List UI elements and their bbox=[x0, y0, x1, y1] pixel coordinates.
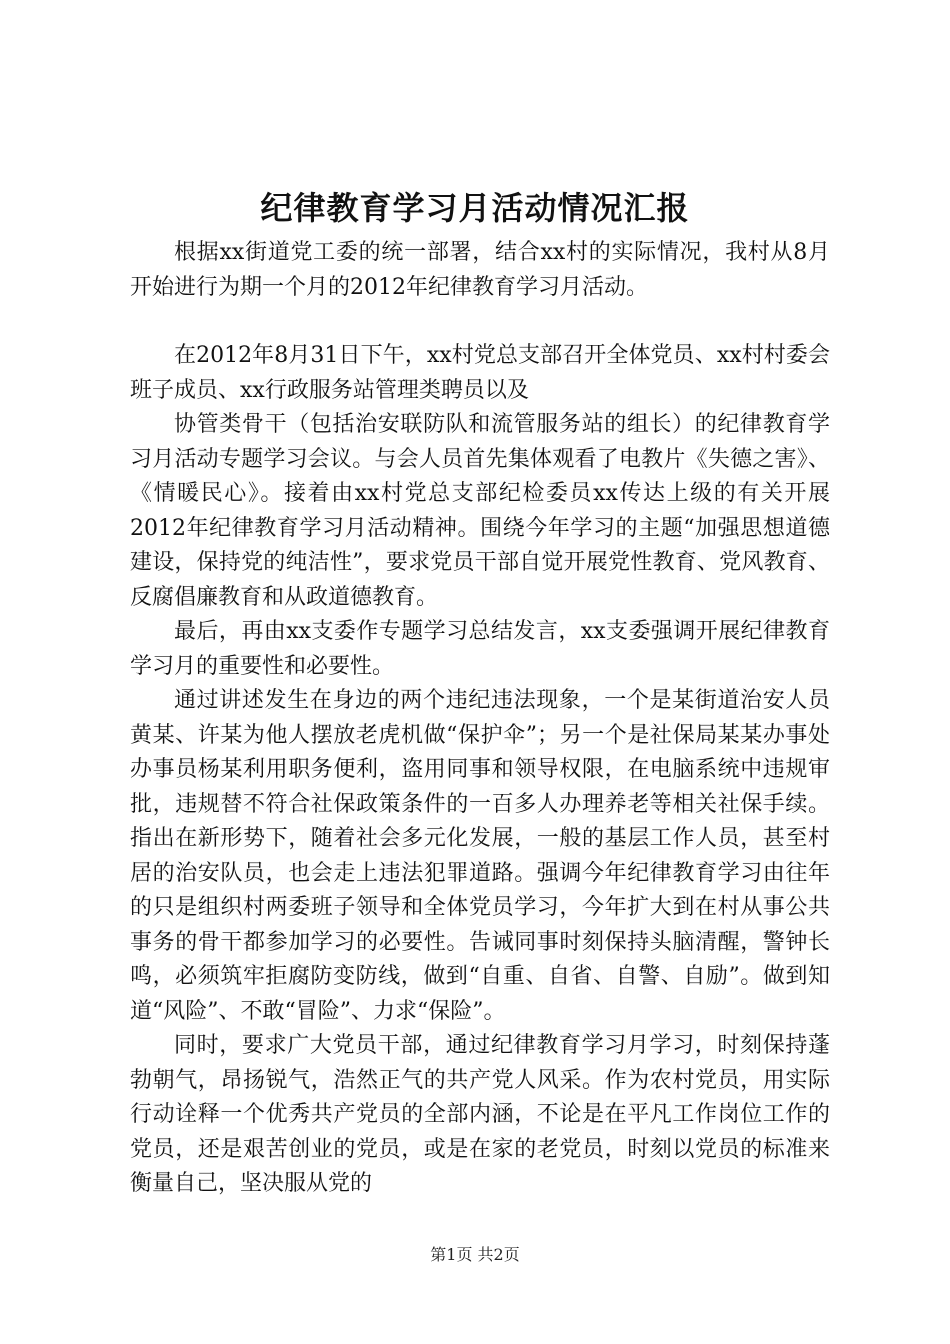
paragraph-cases: 通过讲述发生在身边的两个违纪违法现象，一个是某街道治安人员黄某、许某为他人摆放老虎机做“保护伞”；另一个是社保局某某办事处办事员杨某利用职务便利，盗用同事和领导权限，在电脑系统中违规审批，违规替不符合社保政策条件的一百多人办理养老等相关社保手续。指出在新形势下，随着社会多元化发展，一般的基层工作人员，甚至村居的治安队员，也会走上违法犯罪道路。强调今年纪律教育学习由往年的只是组织村两委班子领导和全体党员学习，今年扩大到在村从事公共事务的骨干都参加学习的必要性。告诫同事时刻保持头脑清醒，警钟长鸣，必须筑牢拒腐防变防线，做到“自重、自省、自警、自励”。做到知道“风险”、不敢“冒险”、力求“保险”。 bbox=[130, 688, 830, 1024]
paragraph-requirements: 同时，要求广大党员干部，通过纪律教育学习月学习，时刻保持蓬勃朝气，昂扬锐气，浩然正气的共产党人风采。作为农村党员，用实际行动诠释一个优秀共产党员的全部内涵，不论是在平凡工作岗位工作的党员，还是艰苦创业的党员，或是在家的老党员，时刻以党员的标准来衡量自己，坚决服从党的 bbox=[130, 1033, 830, 1196]
document-body bbox=[130, 236, 830, 1202]
paragraph-meeting-details: 协管类骨干（包括治安联防队和流管服务站的组长）的纪律教育学习月活动专题学习会议。与会人员首先集体观看了电教片《失德之害》、《情暖民心》。接着由xx村党总支部纪检委员xx传达上级的有关开展2012年纪律教育学习月活动精神。围绕今年学习的主题“加强思想道德建设，保持党的纯洁性”，要求党员干部自觉开展党性教育、党风教育、反腐倡廉教育和从政道德教育。 bbox=[130, 412, 830, 610]
document-title: 纪律教育学习月活动情况汇报 bbox=[260, 189, 690, 227]
page-number-footer: 第1页 共2页 bbox=[430, 1245, 520, 1264]
paragraph-intro: 根据xx街道党工委的统一部署，结合xx村的实际情况，我村从8月开始进行为期一个月的2012年纪律教育学习月活动。 bbox=[130, 240, 830, 300]
paragraph-summary: 最后，再由xx支委作专题学习总结发言，xx支委强调开展纪律教育学习月的重要性和必要性。 bbox=[130, 619, 830, 679]
paragraph-meeting: 在2012年8月31日下午，xx村党总支部召开全体党员、xx村村委会班子成员、xx行政服务站管理类聘员以及 bbox=[130, 343, 830, 403]
